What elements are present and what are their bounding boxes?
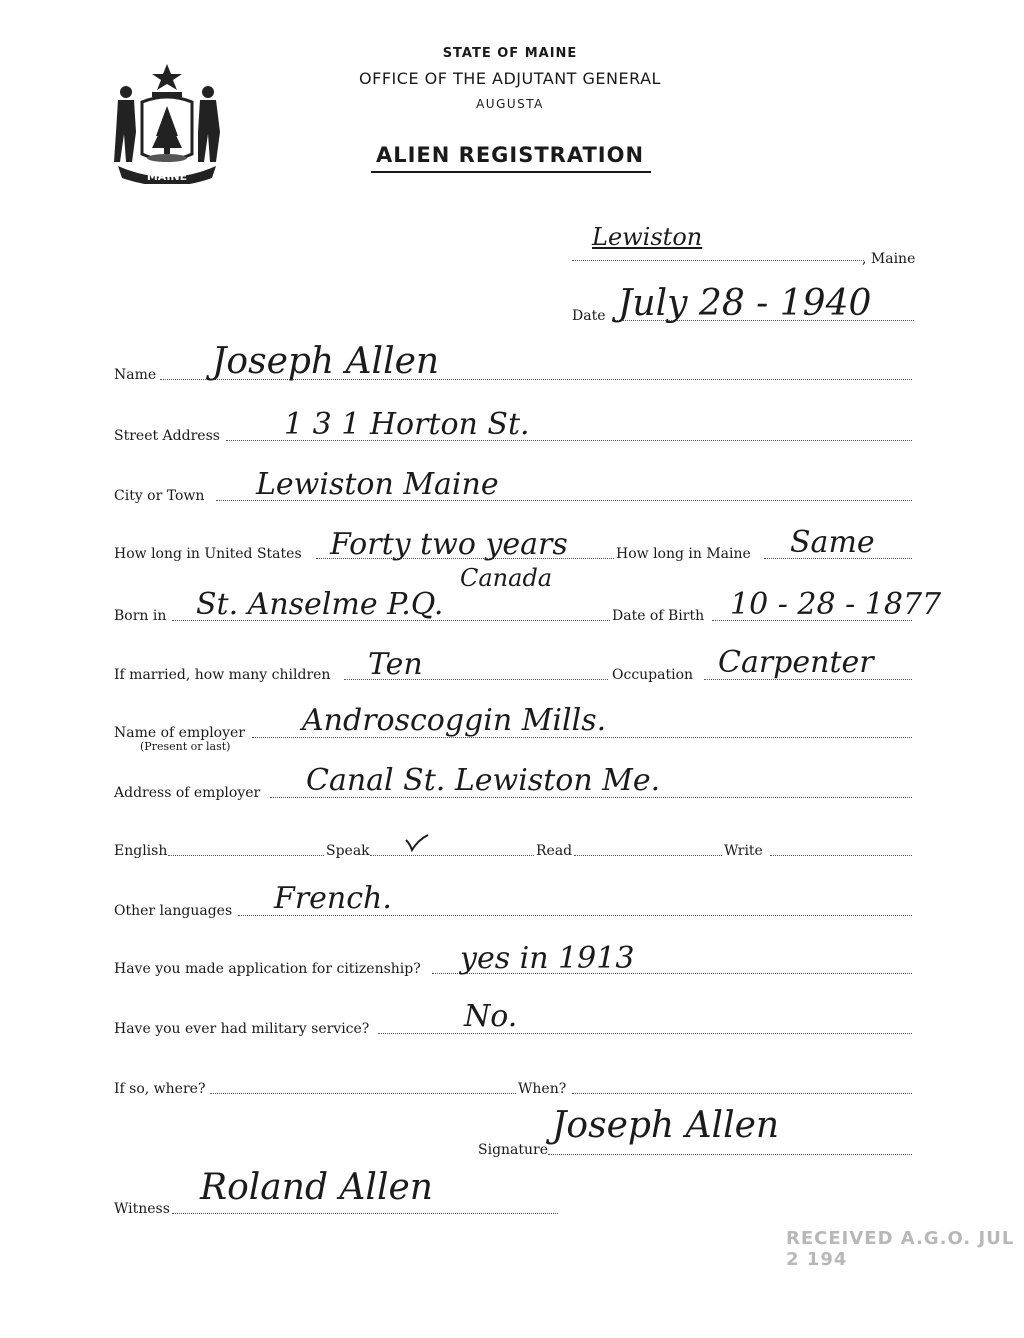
header-city: AUGUSTA [476, 97, 544, 111]
children-label: If married, how many children [114, 667, 331, 683]
checkmark-icon [404, 834, 430, 852]
dob-value: 10 - 28 - 1877 [730, 587, 942, 622]
title-underline [371, 171, 651, 173]
speak-line [370, 855, 534, 856]
state-seal-icon [112, 62, 222, 184]
date-value: July 28 - 1940 [618, 283, 872, 324]
when-label: When? [518, 1081, 567, 1097]
read-line [574, 855, 722, 856]
dob-label: Date of Birth [612, 608, 705, 624]
street-label: Street Address [114, 428, 220, 444]
city-label: City or Town [114, 488, 205, 504]
children-value: Ten [368, 647, 423, 682]
occupation-label: Occupation [612, 667, 694, 683]
how-long-maine-value: Same [790, 525, 875, 560]
name-label: Name [114, 367, 157, 383]
witness-label: Witness [114, 1201, 170, 1217]
where-line [210, 1093, 516, 1094]
other-languages-label: Other languages [114, 903, 233, 919]
place-suffix: , Maine [862, 251, 916, 267]
signature-value: Joseph Allen [552, 1105, 780, 1146]
how-long-us-value: Forty two years [330, 527, 568, 562]
signature-label: Signature [478, 1142, 549, 1158]
city-value: Lewiston Maine [256, 467, 499, 502]
other-languages-value: French. [274, 881, 392, 916]
received-stamp: RECEIVED A.G.O. JUL 2 194 [786, 1228, 1015, 1270]
military-label: Have you ever had military service? [114, 1021, 370, 1037]
place-line [572, 260, 864, 261]
witness-value: Roland Allen [200, 1167, 433, 1208]
date-label: Date [572, 308, 606, 324]
name-value: Joseph Allen [212, 341, 440, 382]
where-label: If so, where? [114, 1081, 206, 1097]
english-line [168, 855, 324, 856]
born-in-value: St. Anselme P.Q. [196, 587, 444, 622]
write-line [770, 855, 912, 856]
employer-address-label: Address of employer [114, 785, 261, 801]
military-value: No. [464, 999, 518, 1034]
form-title: ALIEN REGISTRATION [375, 143, 645, 167]
born-in-annotation: Canada [460, 564, 553, 592]
header-office: OFFICE OF THE ADJUTANT GENERAL [359, 69, 661, 88]
employer-value: Androscoggin Mills. [302, 703, 607, 738]
speak-label: Speak [326, 843, 370, 859]
employer-label: Name of employer [114, 725, 245, 741]
write-label: Write [724, 843, 763, 859]
occupation-value: Carpenter [718, 645, 874, 680]
signature-line [548, 1154, 912, 1155]
how-long-maine-label: How long in Maine [616, 546, 751, 562]
employer-address-value: Canal St. Lewiston Me. [306, 763, 661, 798]
when-line [572, 1093, 912, 1094]
how-long-us-label: How long in United States [114, 546, 302, 562]
read-label: Read [536, 843, 573, 859]
header-state: STATE OF MAINE [442, 46, 578, 61]
witness-line [172, 1213, 558, 1214]
street-value: 1 3 1 Horton St. [284, 407, 530, 442]
citizenship-label: Have you made application for citizenship? [114, 961, 421, 977]
citizenship-value: yes in 1913 [460, 941, 635, 976]
english-label: English [114, 843, 168, 859]
military-line [378, 1033, 912, 1034]
svg-text:MAINE: MAINE [146, 170, 188, 183]
place-value: Lewiston [592, 223, 703, 251]
born-in-label: Born in [114, 608, 167, 624]
employer-sublabel: (Present or last) [140, 740, 231, 753]
